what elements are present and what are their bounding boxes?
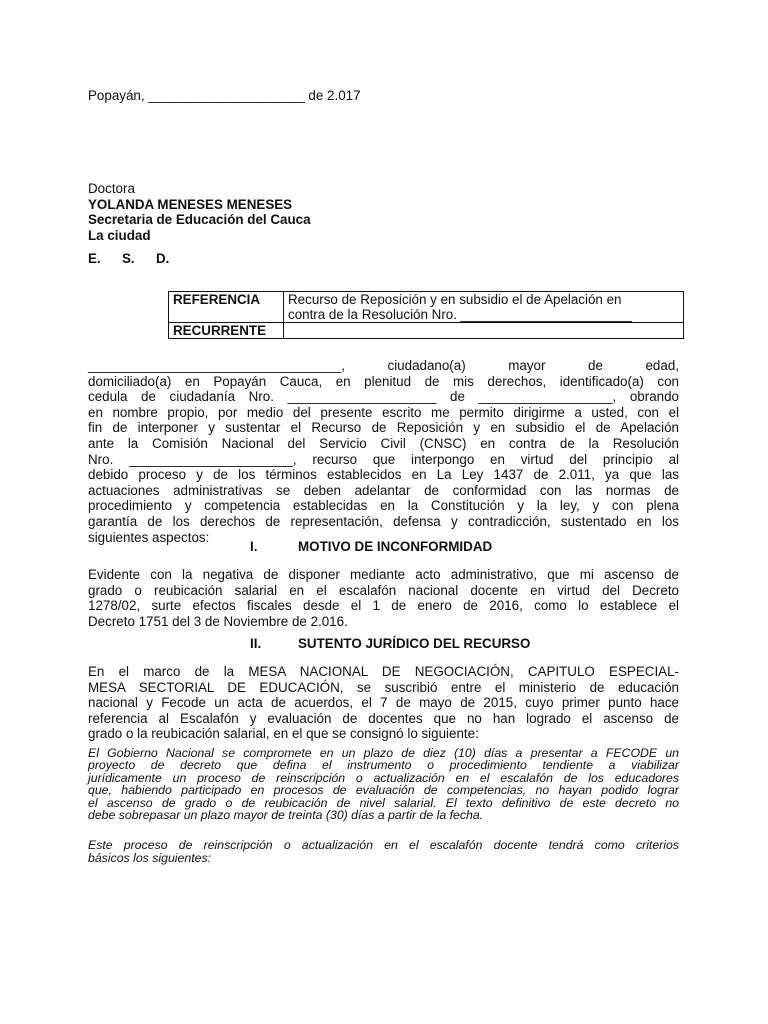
intro-line: debido proceso y de los términos establecidos en La Ley 1437 de 2.011, ya que las — [88, 467, 679, 483]
section-1-line: 1278/02, surte efectos fiscales desde el 1 de enero de 2016, como lo establece el — [88, 598, 679, 614]
esd-e: E. — [88, 251, 101, 266]
recurrente-label: RECURRENTE — [169, 323, 284, 339]
section-1-heading — [250, 539, 492, 555]
criteria-line: Este proceso de reinscripción o actualización en el escalafón docente tendrá como criterios — [88, 838, 679, 852]
quote-line: jurídicamente un proceso de reinscripción o actualización en el escalafón de los educadores — [88, 770, 679, 785]
recurrente-value — [284, 323, 684, 339]
section-2-heading — [250, 636, 530, 652]
esd-d: D. — [156, 251, 170, 266]
esd-s: S. — [122, 251, 135, 266]
quote-last-line: debe sobrepasar un plazo mayor de treinta (30) días a partir de la fecha. — [88, 808, 484, 823]
section-1-title: MOTIVO DE INCONFORMIDAD — [298, 539, 493, 554]
section-2-number: II. — [250, 636, 262, 651]
section-2-line: nacional y Fecode un acta de acuerdos, el 7 de mayo de 2015, cuyo primer punto hace — [88, 695, 679, 711]
section-1-last-line: Decreto 1751 del 3 de Noviembre de 2.016. — [88, 613, 348, 629]
intro-line: fin de interponer y sustentar el Recurso de Reposición y en subsidio el de Apelación — [88, 420, 679, 436]
section-2-line: MESA SECTORIAL DE EDUCACIÓN, se suscribió entre el ministerio de educación — [88, 679, 679, 695]
intro-last-line: siguientes aspectos: — [88, 529, 210, 545]
section-2-title: SUTENTO JURÍDICO DEL RECURSO — [298, 636, 531, 651]
section-1-line: grado o reubicación salarial en el escalafón nacional docente en virtud del Decreto — [88, 582, 679, 598]
section-1-number: I. — [250, 539, 258, 554]
esd-line — [88, 251, 679, 267]
intro-line: en nombre propio, por medio del presente escrito me permito dirigirme a usted, con el — [88, 404, 679, 420]
recipient-position: Secretaria de Educación del Cauca — [88, 212, 311, 228]
referencia-line-2: contra de la Resolución Nro. _______________________ — [288, 307, 632, 322]
quote-line: el ascenso de grado o de reubicación de nivel salarial. El texto definitivo de este decreto no — [88, 795, 679, 810]
intro-line: cedula de ciudadanía Nro. ____________________ de __________________, obrando — [88, 389, 679, 405]
quote-line: El Gobierno Nacional se compromete en un plazo de diez (10) días a presentar a FECODE un — [88, 746, 679, 760]
recipient-title: Doctora — [88, 181, 135, 196]
referencia-label: REFERENCIA — [169, 292, 284, 323]
quote-paragraph — [88, 747, 679, 821]
intro-paragraph — [88, 358, 679, 545]
recurrente-row — [169, 323, 684, 339]
date-line: Popayán, _____________________ de 2.017 — [88, 88, 361, 103]
referencia-value — [284, 292, 684, 323]
recipient-city: La ciudad — [88, 227, 151, 243]
section-2-line: En el marco de la MESA NACIONAL DE NEGOCIACIÓN, CAPITULO ESPECIAL- — [88, 664, 679, 679]
intro-line: ante la Comisión Nacional del Servicio Civil (CNSC) en contra de la Resolución — [88, 435, 679, 451]
quote-line: que, habiendo participado en procesos de evaluación de competencias, no hayan podido lograr — [88, 783, 679, 798]
section-2-line: referencia al Escalafón y evaluación de docentes que no han logrado el ascenso de — [88, 710, 679, 726]
referencia-line-1: Recurso de Reposición y en subsidio el de Apelación en — [288, 292, 622, 307]
section-1-paragraph — [88, 567, 679, 629]
reference-table — [168, 291, 684, 339]
intro-line: procedimiento y competencia establecidas en la Constitución y la ley, y con plena — [88, 498, 679, 514]
intro-line: garantía de los derechos de representación, defensa y contradicción, sustentado en los — [88, 513, 679, 529]
section-1-line: Evidente con la negativa de disponer mediante acto administrativo, que mi ascenso de — [88, 567, 679, 582]
referencia-row — [169, 292, 684, 323]
quote-line: proyecto de decreto que defina el instrumento o procedimiento tendiente a viabilizar — [88, 758, 679, 773]
criteria-last-line: básicos los siguientes: — [88, 850, 212, 865]
section-2-last-line: grado o la reubicación salarial, en el que se consignó lo siguiente: — [88, 726, 479, 742]
criteria-paragraph — [88, 839, 679, 864]
intro-line: actuaciones administrativas se deben adelantar de conformidad con las normas de — [88, 482, 679, 498]
intro-line: Nro. ______________________, recurso que interpongo en virtud del principio al — [88, 451, 679, 467]
recipient-block — [88, 181, 679, 243]
section-2-paragraph — [88, 664, 679, 742]
intro-line: domiciliado(a) en Popayán Cauca, en plenitud de mis derechos, identificado(a) con — [88, 373, 679, 389]
intro-line: __________________________________, ciudadano(a) mayor de edad, — [88, 358, 679, 373]
recipient-name: YOLANDA MENESES MENESES — [88, 196, 293, 212]
